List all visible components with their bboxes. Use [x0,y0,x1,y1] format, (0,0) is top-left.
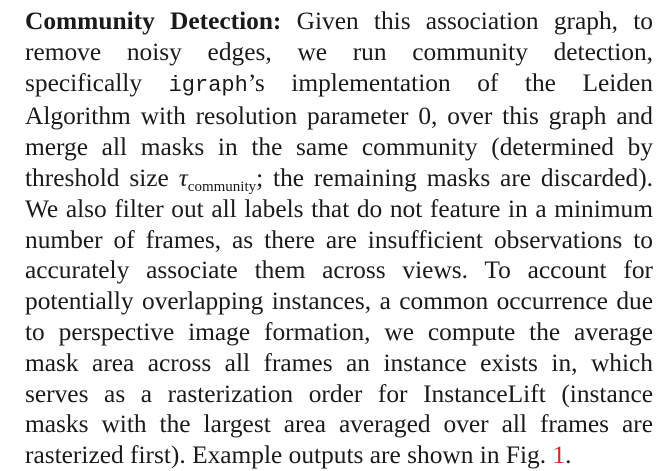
math-symbol-tau: τ [178,163,188,192]
math-subscript: community [187,178,257,195]
code-term: igraph [168,72,248,98]
paragraph-heading: Community Detection: [25,7,282,35]
paragraph-text-end: . [565,441,572,470]
paragraph-text-2: ’s implementation of the Leiden Algorithm with resolution parameter 0, over this graph and merge all masks in the same community (determined by threshold size [25,68,653,192]
paragraph-text-1: Given this association graph, to remove noisy edges, we run community detection, specifically [25,7,653,97]
figure-reference-link[interactable]: 1 [552,441,566,470]
body-paragraph [25,6,653,471]
paragraph-text-3: ; the remaining masks are discarded). We also filter out all labels that do not feature in a minimum number of frames, as there are insufficient observations to accurately associate them across views. To account for potentially overlapping instances, a common occurrence due to perspective image formation, we compute the average mask area across all frames an instance exists in, which serves as a rasterization order for InstanceLift (instance masks with the largest area averaged over all frames are rasterized first). Example outputs are shown in Fig. [25,163,654,470]
